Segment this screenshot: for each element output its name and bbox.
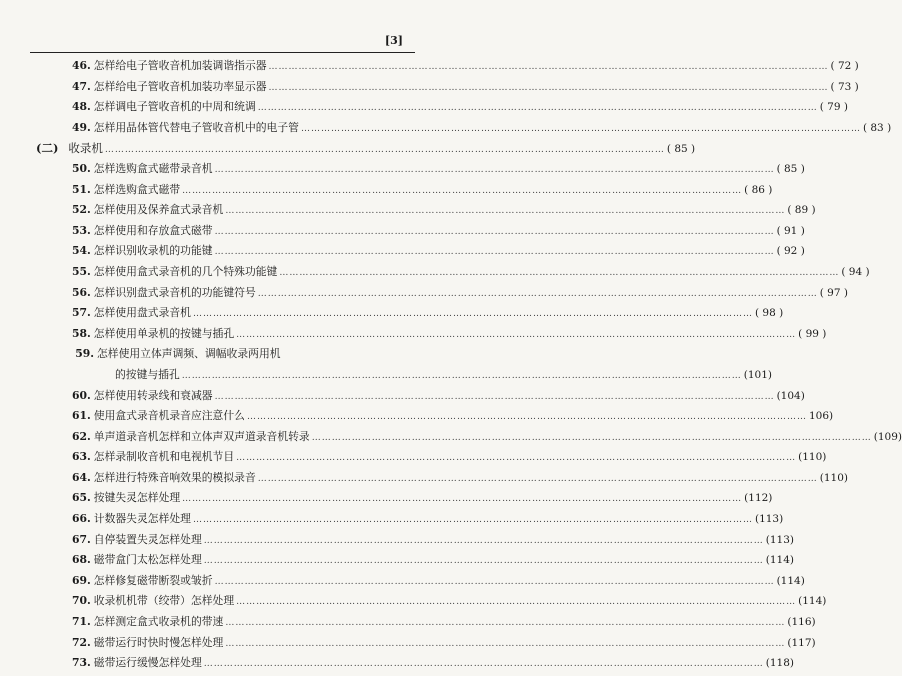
toc-entry xyxy=(72,511,784,532)
toc-entry-title: 怎样使用转录线和衰减器 xyxy=(93,388,213,402)
toc-entry xyxy=(72,120,892,141)
toc-entry xyxy=(72,79,859,100)
toc-entry xyxy=(72,58,859,79)
toc-entry-page: (113) xyxy=(754,513,784,526)
toc-entry-title: 单声道录音机怎样和立体声双声道录音机转录 xyxy=(93,429,310,443)
toc-entry-page: ( 85 ) xyxy=(666,143,696,156)
toc-entry-title: 使用盒式录音机录音应注意什么 xyxy=(93,409,245,423)
toc-entry-page: ( 97 ) xyxy=(819,286,848,299)
toc-entry-title: 怎样录制收音机和电视机节目 xyxy=(93,450,235,464)
toc-entry-title: 计数器失灵怎样处理 xyxy=(93,512,191,526)
toc-entry-page: (114) xyxy=(765,554,794,567)
toc-entry xyxy=(72,305,784,326)
toc-entry-title: 怎样使用盒式录音机的几个特殊功能键 xyxy=(93,264,278,278)
toc-entry xyxy=(72,573,805,594)
toc-entry-page: ( 94 ) xyxy=(841,265,870,278)
toc-section-heading xyxy=(36,140,696,161)
toc-entry xyxy=(72,243,805,264)
toc-entry xyxy=(72,429,902,450)
toc-entry-title: 怎样修复磁带断裂或皱折 xyxy=(93,573,213,587)
toc-entry-title: 自停装置失灵怎样处理 xyxy=(93,532,202,546)
toc-entry xyxy=(72,449,827,470)
toc-leader-dots xyxy=(225,206,785,216)
toc-entry-page: (114) xyxy=(798,595,827,608)
toc-leader-dots xyxy=(258,103,818,113)
toc-entry-number: 48. xyxy=(72,100,91,114)
toc-entry-page: ( 73 ) xyxy=(830,80,859,93)
toc-entry-title: 怎样进行特殊音响效果的模拟录音 xyxy=(93,470,256,484)
toc-entry-title: 怎样选购盒式磁带录音机 xyxy=(93,161,213,175)
toc-leader-dots xyxy=(182,371,742,381)
toc-leader-dots xyxy=(215,577,775,587)
toc-entry-page: ( 89 ) xyxy=(787,204,816,217)
toc-entry-number: 72. xyxy=(72,635,91,649)
toc-entry xyxy=(72,285,848,306)
toc-entry xyxy=(72,490,773,511)
toc-leader-dots xyxy=(258,289,818,299)
toc-entry-title: 怎样使用和存放盒式磁带 xyxy=(93,223,213,237)
toc-leader-dots xyxy=(301,124,861,134)
toc-entry-title: 怎样测定盒式收录机的带速 xyxy=(93,615,224,629)
toc-entry-number: 67. xyxy=(72,532,91,546)
toc-entry-page: ( 91 ) xyxy=(776,224,805,237)
toc-entry-number: 70. xyxy=(72,594,91,608)
toc-entry-page: ( 85 ) xyxy=(776,162,805,175)
header-rule xyxy=(30,52,415,53)
toc-entry-number: (二) xyxy=(36,141,59,156)
toc-entry-title: 怎样识别收录机的功能键 xyxy=(93,244,213,258)
toc-entry-number: 56. xyxy=(72,285,91,299)
toc-leader-dots xyxy=(215,247,775,257)
toc-entry-title: 的按键与插孔 xyxy=(115,367,180,381)
toc-entry xyxy=(72,593,827,614)
toc-entry-title: 怎样选购盒式磁带 xyxy=(93,182,181,196)
toc-leader-dots xyxy=(225,639,785,649)
toc-leader-dots xyxy=(204,556,764,566)
toc-leader-dots xyxy=(247,412,807,422)
toc-entry xyxy=(72,264,870,285)
toc-entry-number: 61. xyxy=(72,409,91,423)
toc-entry xyxy=(72,223,805,244)
toc-leader-dots xyxy=(236,453,796,463)
toc-entry-page: ( 86 ) xyxy=(744,183,773,196)
toc-entry-title: 怎样给电子管收音机加装调谐指示器 xyxy=(93,59,267,72)
toc-entry-number: 66. xyxy=(72,512,91,526)
toc-entry-number: 60. xyxy=(72,388,91,402)
toc-entry-number: 49. xyxy=(72,120,91,134)
toc-leader-dots xyxy=(279,268,839,278)
toc-entry-number: 64. xyxy=(72,470,91,484)
toc-entry xyxy=(72,202,816,223)
toc-entry xyxy=(72,367,773,388)
toc-entry-number: 65. xyxy=(72,491,91,505)
toc-entry-number: 47. xyxy=(72,79,91,93)
page-number: [3] xyxy=(384,34,403,47)
toc-entry-page: (109) xyxy=(873,430,902,443)
toc-entry-number: 55. xyxy=(72,264,91,278)
toc-entry-title: 怎样使用盘式录音机 xyxy=(93,306,191,320)
toc-entry-page: (117) xyxy=(787,636,816,649)
toc-entry-page: (114) xyxy=(776,574,805,587)
toc-entry-page: (113) xyxy=(765,533,794,546)
toc-leader-dots xyxy=(215,227,775,237)
toc-entry-title: 收录机机带（绞带）怎样处理 xyxy=(93,594,235,608)
table-of-contents xyxy=(36,58,902,676)
toc-entry-page: ( 72 ) xyxy=(830,60,859,72)
toc-entry xyxy=(72,99,848,120)
toc-entry-title: 怎样使用单录机的按键与插孔 xyxy=(93,326,235,340)
toc-entry-number: 50. xyxy=(72,161,91,175)
toc-entry-number: 69. xyxy=(72,573,91,587)
toc-leader-dots xyxy=(204,536,764,546)
toc-entry xyxy=(72,552,794,573)
toc-entry-number: 58. xyxy=(72,326,91,340)
toc-entry-title: 怎样用晶体管代替电子管收音机中的电子管 xyxy=(93,120,299,134)
toc-leader-dots xyxy=(215,165,775,175)
toc-entry-number: 53. xyxy=(72,223,91,237)
toc-entry-title: 磁带运行时快时慢怎样处理 xyxy=(93,635,224,649)
toc-entry xyxy=(72,635,816,656)
toc-entry-page: ( 92 ) xyxy=(776,245,805,258)
toc-entry xyxy=(72,655,794,676)
toc-entry-number: 59. xyxy=(75,347,94,361)
toc-entry xyxy=(72,470,848,491)
toc-entry-page: (104) xyxy=(776,389,805,402)
toc-entry xyxy=(72,182,773,203)
toc-entry-number: 73. xyxy=(72,656,91,670)
toc-entry-title: 按键失灵怎样处理 xyxy=(93,491,181,505)
toc-entry-page: 106) xyxy=(808,410,834,423)
toc-leader-dots xyxy=(225,618,785,628)
toc-entry-number: 52. xyxy=(72,203,91,217)
toc-entry-page: ( 98 ) xyxy=(754,307,784,320)
toc-entry-number: 54. xyxy=(72,244,91,258)
toc-entry-number: 51. xyxy=(72,182,91,196)
toc-entry-page: ( 79 ) xyxy=(819,101,848,114)
toc-leader-dots xyxy=(236,330,796,340)
toc-leader-dots xyxy=(269,83,829,93)
toc-entry xyxy=(72,346,409,367)
toc-entry-number: 46. xyxy=(72,59,91,72)
toc-entry-title: 怎样给电子管收音机加装功率显示器 xyxy=(93,79,267,93)
toc-leader-dots xyxy=(193,309,753,319)
toc-entry-number: 71. xyxy=(72,615,91,629)
toc-leader-dots xyxy=(269,62,829,72)
toc-entry-number: 57. xyxy=(72,306,91,320)
toc-entry xyxy=(72,388,805,409)
toc-leader-dots xyxy=(258,474,818,484)
toc-entry-title: 怎样使用及保养盒式录音机 xyxy=(93,203,224,217)
toc-entry-number: 68. xyxy=(72,553,91,567)
toc-entry-title: 怎样使用立体声调频、调幅收录两用机 xyxy=(97,347,281,361)
toc-entry-number: 63. xyxy=(72,450,91,464)
toc-entry-page: (116) xyxy=(787,616,816,629)
toc-leader-dots xyxy=(236,597,796,607)
toc-entry-title: 磁带盒门太松怎样处理 xyxy=(93,553,202,567)
toc-leader-dots xyxy=(105,145,665,155)
toc-entry xyxy=(72,161,805,182)
toc-entry-title: 怎样调电子管收音机的中周和统调 xyxy=(93,100,256,114)
toc-leader-dots xyxy=(215,392,775,402)
toc-entry-page: (101) xyxy=(743,368,773,381)
toc-leader-dots xyxy=(193,515,753,525)
toc-leader-dots xyxy=(182,494,742,504)
toc-entry-page: (112) xyxy=(744,492,773,505)
toc-entry-page: ( 99 ) xyxy=(798,327,827,340)
toc-entry-title: 磁带运行缓慢怎样处理 xyxy=(93,656,202,670)
toc-entry xyxy=(72,614,816,635)
toc-entry-page: (118) xyxy=(765,657,794,670)
toc-entry-title: 怎样识别盘式录音机的功能键符号 xyxy=(93,285,256,299)
toc-leader-dots xyxy=(204,659,764,669)
toc-entry-title: 收录机 xyxy=(68,141,103,156)
toc-entry xyxy=(72,326,827,347)
toc-entry xyxy=(72,532,794,553)
toc-entry-page: ( 83 ) xyxy=(862,121,892,134)
toc-leader-dots xyxy=(182,186,742,196)
toc-entry xyxy=(72,408,834,429)
toc-entry-number: 62. xyxy=(72,429,91,443)
toc-leader-dots xyxy=(312,433,872,443)
toc-entry-page: (110) xyxy=(798,451,827,464)
toc-entry-page: (110) xyxy=(819,471,848,484)
